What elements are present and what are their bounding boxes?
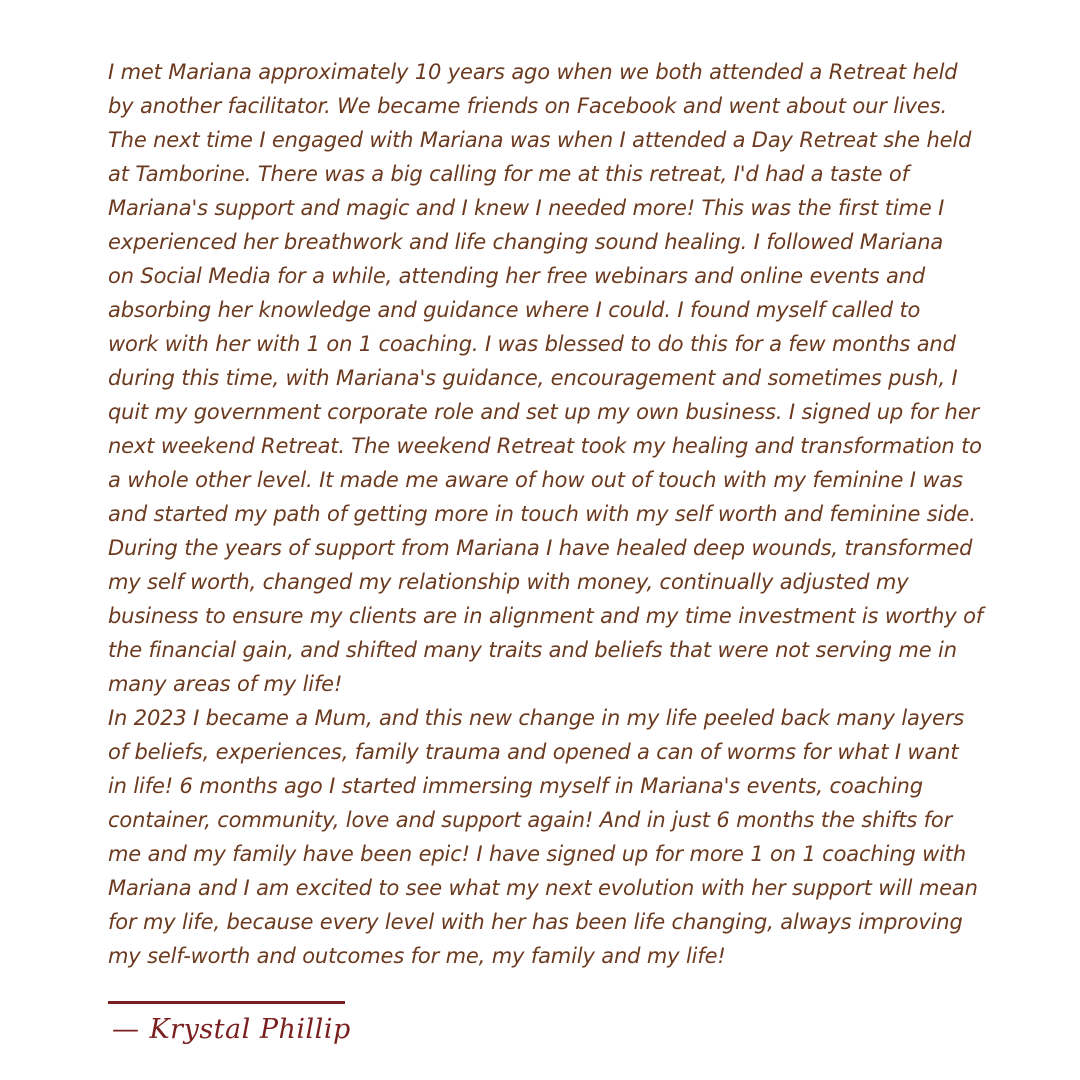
testimonial-line: my self worth, changed my relationship with money, continually adjusted my	[108, 570, 909, 594]
testimonial-line: in life! 6 months ago I started immersing myself in Mariana's events, coaching	[108, 774, 923, 798]
testimonial-line: I met Mariana approximately 10 years ago when we both attended a Retreat held	[108, 60, 958, 84]
author-name: Krystal Phillip	[149, 1014, 351, 1045]
testimonial-line: container, community, love and support again! And in just 6 months the shifts for	[108, 808, 953, 832]
testimonial-line: The next time I engaged with Mariana was when I attended a Day Retreat she held	[108, 128, 972, 152]
testimonial-line: and started my path of getting more in touch with my self worth and feminine side.	[108, 502, 976, 526]
testimonial-line: absorbing her knowledge and guidance where I could. I found myself called to	[108, 298, 921, 322]
testimonial-line: experienced her breathwork and life changing sound healing. I followed Mariana	[108, 230, 944, 254]
signature-divider	[108, 1001, 345, 1004]
testimonial-line: During the years of support from Mariana I have healed deep wounds, transformed	[108, 536, 973, 560]
testimonial-line: Mariana's support and magic and I knew I needed more! This was the first time I	[108, 196, 945, 220]
testimonial-line: work with her with 1 on 1 coaching. I was blessed to do this for a few months and	[108, 332, 956, 356]
testimonial-line: business to ensure my clients are in alignment and my time investment is worthy of	[108, 604, 984, 628]
testimonial-line: during this time, with Mariana's guidance, encouragement and sometimes push, I	[108, 366, 958, 390]
testimonial-line: at Tamborine. There was a big calling for me at this retreat, I'd had a taste of	[108, 162, 909, 186]
signature-dash: —	[112, 1014, 140, 1045]
signature	[112, 1008, 351, 1052]
testimonial-line: the financial gain, and shifted many traits and beliefs that were not serving me in	[108, 638, 957, 662]
testimonial-line: on Social Media for a while, attending her free webinars and online events and	[108, 264, 926, 288]
testimonial-line: Mariana and I am excited to see what my next evolution with her support will mean	[108, 876, 978, 900]
testimonial-line: next weekend Retreat. The weekend Retreat took my healing and transformation to	[108, 434, 982, 458]
testimonial-line: quit my government corporate role and set up my own business. I signed up for her	[108, 400, 979, 424]
testimonial-line: me and my family have been epic! I have signed up for more 1 on 1 coaching with	[108, 842, 967, 866]
testimonial-line: In 2023 I became a Mum, and this new change in my life peeled back many layers	[108, 706, 965, 730]
testimonial-line: for my life, because every level with her has been life changing, always improving	[108, 910, 963, 934]
testimonial-line: my self-worth and outcomes for me, my family and my life!	[108, 944, 726, 968]
testimonial-text	[108, 55, 1008, 973]
testimonial-line: many areas of my life!	[108, 672, 343, 696]
testimonial-line: by another facilitator. We became friends on Facebook and went about our lives.	[108, 94, 948, 118]
testimonial-line: a whole other level. It made me aware of how out of touch with my feminine I was	[108, 468, 963, 492]
testimonial-line: of beliefs, experiences, family trauma and opened a can of worms for what I want	[108, 740, 959, 764]
